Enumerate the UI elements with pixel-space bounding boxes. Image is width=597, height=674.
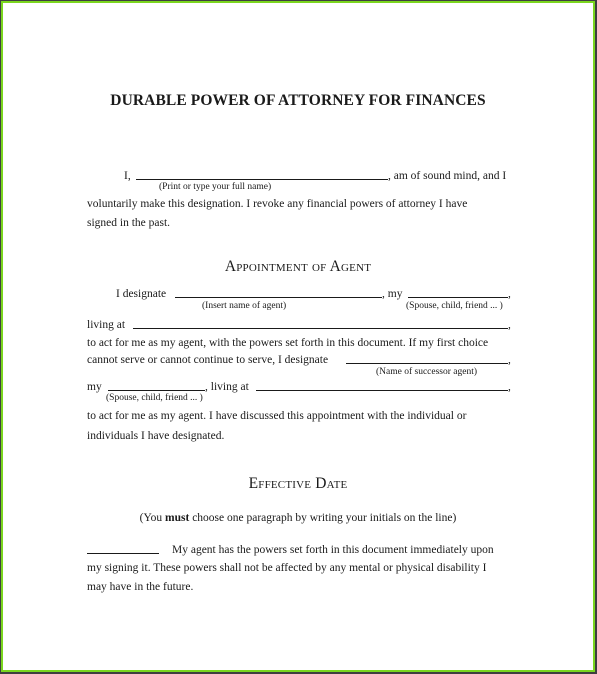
instruction-must: must	[165, 512, 190, 524]
intro-after-name: , am of sound mind, and I	[388, 170, 507, 182]
successor-my-label: my	[87, 381, 102, 393]
successor-name-line[interactable]	[346, 363, 508, 364]
document-title: DURABLE POWER OF ATTORNEY FOR FINANCES	[110, 92, 486, 109]
effective-instruction	[3, 512, 593, 524]
living-at-comma: ,	[508, 319, 511, 331]
intro-line-2: voluntarily make this designation. I revoke any financial powers of attorney I have	[87, 198, 468, 210]
effective-para-line-2: my signing it. These powers shall not be affected by any mental or physical disability I	[87, 562, 487, 574]
agent-name-hint: (Insert name of agent)	[202, 301, 287, 311]
agent-relation-line[interactable]	[408, 297, 508, 298]
document-page	[3, 3, 593, 670]
living-at-label: living at	[87, 319, 126, 331]
effective-para-line-3: may have in the future.	[87, 581, 194, 593]
individuals-line: individuals I have designated.	[87, 430, 225, 442]
successor-name-hint: (Name of successor agent)	[376, 367, 478, 377]
designate-comma: ,	[508, 288, 511, 300]
successor-living-at-label: , living at	[205, 381, 249, 393]
successor-relation-line[interactable]	[108, 390, 205, 391]
effective-para-line-1: My agent has the powers set forth in this document immediately upon	[172, 544, 494, 556]
discussed-line: to act for me as my agent. I have discussed this appointment with the individual or	[87, 410, 467, 422]
document-frame	[1, 1, 595, 672]
agent-relation-hint: (Spouse, child, friend ... )	[406, 301, 503, 311]
cannot-serve-comma: ,	[508, 354, 511, 366]
serve-line: to act for me as my agent, with the powers set forth in this document. If my first choice	[87, 337, 489, 349]
agent-address-line[interactable]	[133, 328, 508, 329]
full-name-hint: (Print or type your full name)	[159, 182, 272, 192]
initials-line[interactable]	[87, 553, 159, 554]
designate-my-label: , my	[382, 288, 403, 300]
intro-line-3: signed in the past.	[87, 217, 171, 229]
designate-label: I designate	[116, 288, 167, 300]
agent-name-line[interactable]	[175, 297, 382, 298]
cannot-serve-line: cannot serve or cannot continue to serve, I designate	[87, 354, 329, 366]
successor-address-line[interactable]	[256, 390, 508, 391]
appointment-heading: Appointment of Agent	[224, 258, 372, 275]
full-name-line[interactable]	[136, 179, 388, 180]
successor-living-comma: ,	[508, 381, 511, 393]
intro-i-label: I,	[124, 170, 131, 182]
successor-relation-hint: (Spouse, child, friend ... )	[106, 393, 203, 403]
instruction-pre: (You	[139, 512, 166, 524]
effective-date-heading: Effective Date	[248, 475, 348, 492]
instruction-post: choose one paragraph by writing your initials on the line)	[189, 512, 457, 524]
